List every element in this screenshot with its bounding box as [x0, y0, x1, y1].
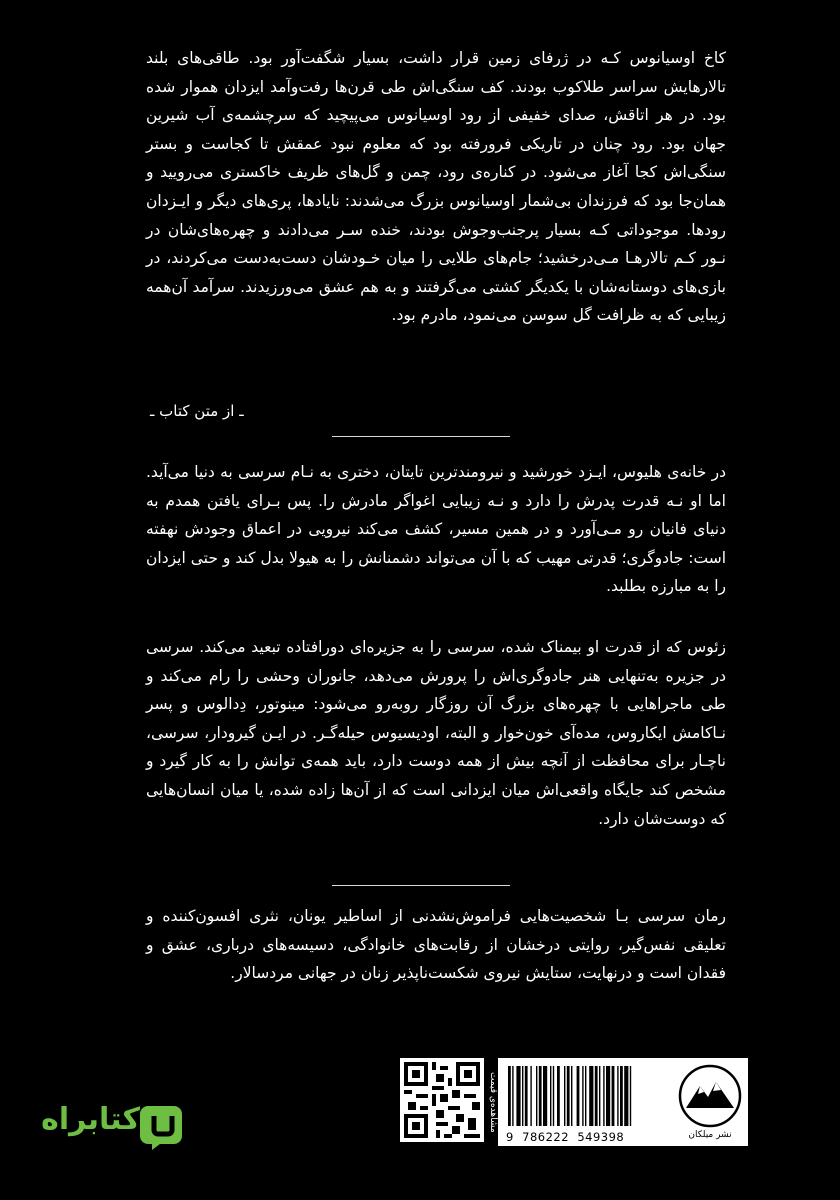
ketabrah-logo-text: کتابراه	[41, 1102, 140, 1137]
qr-code[interactable]	[400, 1058, 484, 1142]
publisher-mountain-logo-icon	[678, 1064, 742, 1128]
summary-paragraph-2: زئوس که از قدرت او بیمناک شده، سرسی را به جزیره‌ای دورافتاده تبعید می‌کند. سرسی در جزیره به‌تنهایی هنر جادوگری‌اش را پرورش می‌دهد، جانوران وحشی را رام می‌کند و طی ماجراهایی با چهره‌های بزرگ آن روزگار روبه‌رو می‌شود: مینوتور، دِدالوس و پسر نـاکامش ایکاروس، مده‌آی خون‌خوار و البته، اودیسیوس حیله‌گـر. در ایـن گیرودار، سرسی، ناچـار برای محافظت از آنچه بیش از همه دوست دارد، باید همه‌ی توانش را به کار گیرد و مشخص کند جایگاه واقعی‌اش میان ایزدانی است که از آن‌ها زاده شده، یا میان انسان‌هایی که دوست‌شان دارد.	[146, 638, 726, 828]
divider	[332, 436, 510, 437]
summary-paragraph-1: در خانه‌ی هلیوس، ایـزد خورشید و نیرومندترین تایتان، دختری به نـام سرسی به دنیا می‌آید. اما او نـه قدرت پدرش را دارد و نـه زیبایی اغواگر مادرش را. پس بـرای یافتن همدم به دنیای فانیان رو مـی‌آورد و در همین مسیر، کشف می‌کند نیرویی در اعماق وجودش نهفته است: جادوگری؛ قدرتی مهیب که با آن می‌تواند دشمنانش را به هیولا بدل کند و حتی ایزدان را به مبارزه بطلبد.	[146, 463, 726, 596]
qr-caption: مشاهده‌ی قیمت	[488, 1071, 498, 1133]
summary-paragraph-3: رمان سرسی بـا شخصیت‌هایی فراموش‌نشدنی از اساطیر یونان، نثری افسون‌کننده و تعلیقی نفس‌گیر، روایتی درخشان از رقابت‌های خانوادگی، دسیسه‌های درباری، عشق و فقدان است و درنهایت، ستایش نیروی شکست‌ناپذیر زنان در جهانی مردسالار.	[146, 907, 726, 983]
barcode-icon	[504, 1066, 674, 1128]
excerpt-paragraph: کاخ اوسیانوس کـه در ژرفای زمین قرار داشت، بسیار شگفت‌آور بود. طاقی‌های بلند تالارهایش سراسر طلاکوب بودند. کف سنگی‌اش طی قرن‌ها رفت‌وآمد ایزدان هموار شده بود. در هر اتاقش، صدای خفیفی از رود اوسیانوس می‌پیچید که سرچشمه‌ی آب شیرین جهان بود. رود چنان در تاریکی فرورفته بود که معلوم نبود عمقش تا کجاست و بستر سنگی‌اش کجا آغاز می‌شود. در کناره‌ی رود، چمن و گل‌های ظریف خاکستری می‌رویید و همان‌جا بود که فرزندان بی‌شمار اوسیانوس بزرگ می‌شدند: نایادها، پری‌های دیگر و ایـزدان رودها. موجوداتی کـه بسیار پرجنب‌وجوش بودند، خنده سـر می‌دادند و چهره‌های‌شان در نـور کـم تالارهـا مـی‌درخشید؛ جام‌های طلایی را میان خـودشان دست‌به‌دست می‌کردند، در بازی‌های دوستانه‌شان با یکدیگر کشتی می‌گرفتند و به هم عشق می‌ورزیدند. سرآمد آن‌همه زیبایی که به ظرافت گل سوسن می‌نمود، مادرم بود.	[146, 49, 726, 325]
divider	[332, 885, 510, 886]
qr-code-icon	[400, 1058, 484, 1142]
barcode-panel	[498, 1058, 748, 1146]
publisher-name: نشر میلکان	[688, 1130, 732, 1140]
isbn-number: 9 786222 549398	[506, 1130, 625, 1144]
excerpt-source: ـ از متن کتاب ـ	[150, 402, 244, 420]
